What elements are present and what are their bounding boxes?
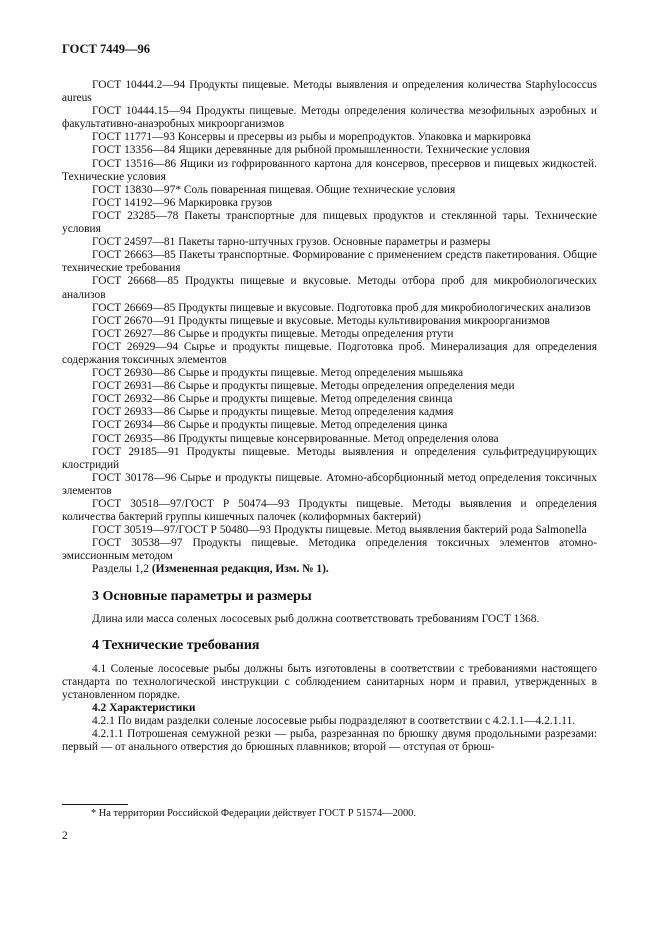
reference-item: ГОСТ 13516—86 Ящики из гофрированного картона для консервов, пресервов и пищевых жидкостей. Технические условия [62, 157, 597, 183]
clause-4-1: 4.1 Соленые лососевые рыбы должны быть изготовлены в соответствии с требованиями настоящего стандарта по технологической инструкции с соблюдением санитарных норм и правил, утвержденных в установленном порядке. [62, 662, 597, 701]
reference-item: ГОСТ 11771—93 Консервы и пресервы из рыбы и морепродуктов. Упаковка и маркировка [92, 131, 531, 144]
reference-item: ГОСТ 26932—86 Сырье и продукты пищевые. Метод определения свинца [92, 393, 453, 406]
clause-4-2-1: 4.2.1 По видам разделки соленые лососевые рыбы подразделяют в соответствии с 4.2.1.1—4.2.1.11. [92, 715, 576, 728]
running-head: ГОСТ 7449—96 [62, 42, 151, 56]
reference-item: ГОСТ 26931—86 Сырье и продукты пищевые. Методы определения определения меди [92, 380, 515, 393]
footnote-divider [62, 804, 128, 805]
reference-item: ГОСТ 26927—86 Сырье и продукты пищевые. Методы определения ртути [92, 327, 454, 340]
page-number: 2 [62, 830, 68, 842]
reference-item: ГОСТ 26669—85 Продукты пищевые и вкусовые. Подготовка проб для микробиологических анализов [92, 301, 591, 314]
reference-item: ГОСТ 26934—86 Сырье и продукты пищевые. Метод определения цинка [92, 419, 448, 432]
clause-4-2-1-1: 4.2.1.1 Потрошеная семужной резки — рыба, разрезанная по брюшку двумя продольными разрезами: первый — от анального отверстия до брюшных плавников; второй — отступая от брюш- [62, 728, 597, 754]
reference-item: ГОСТ 26930—86 Сырье и продукты пищевые. Метод определения мышьяка [92, 367, 464, 380]
clause-4-2-heading: 4.2 Характеристики [92, 701, 196, 714]
reference-item: ГОСТ 26929—94 Сырье и продукты пищевые. Подготовка проб. Минерализация для определения содержания токсичных элементов [62, 340, 597, 366]
reference-item: ГОСТ 24597—81 Пакеты тарно-штучных грузов. Основные параметры и размеры [92, 236, 491, 249]
reference-item: ГОСТ 26933—86 Сырье и продукты пищевые. Метод определения кадмия [92, 406, 454, 419]
normative-references-list [62, 79, 597, 563]
section-4-heading: 4 Технические требования [92, 637, 260, 653]
section-3-heading: 3 Основные параметры и размеры [92, 588, 312, 604]
reference-item: ГОСТ 30519—97/ГОСТ Р 50480—93 Продукты пищевые. Метод выявления бактерий рода Salmonella [92, 524, 587, 537]
reference-item: ГОСТ 26670—91 Продукты пищевые и вкусовые. Методы культивирования микроорганизмов [92, 314, 550, 327]
section-3-text: Длина или масса соленых лососевых рыб должна соответствовать требованиям ГОСТ 1368. [92, 612, 540, 625]
reference-item: ГОСТ 26663—85 Пакеты транспортные. Формирование с применением средств пакетирования. Общие технические требования [62, 249, 598, 275]
reference-item: ГОСТ 26668—85 Продукты пищевые и вкусовые. Методы отбора проб для микробиологических анализов [62, 275, 597, 301]
reference-item: ГОСТ 10444.15—94 Продукты пищевые. Методы определения количества мезофильных аэробных и факультативно-анаэробных микроорганизмов [62, 105, 597, 131]
reference-item: ГОСТ 30538—97 Продукты пищевые. Методика определения токсичных элементов атомно-эмиссионным методом [62, 537, 597, 563]
footnote: * На территории Российской Федерации действует ГОСТ Р 51574—2000. [91, 808, 416, 819]
reference-item: ГОСТ 29185—91 Продукты пищевые. Методы выявления и определения сульфитредуцирующих клостридий [62, 445, 597, 471]
reference-item: ГОСТ 26935—86 Продукты пищевые консервированные. Метод определения олова [92, 432, 499, 445]
reference-item: ГОСТ 13356—84 Ящики деревянные для рыбной промышленности. Технические условия [92, 144, 530, 157]
reference-item: ГОСТ 10444.2—94 Продукты пищевые. Методы выявления и определения количества Staphylococcus aureus [62, 79, 597, 105]
reference-item: ГОСТ 30178—96 Сырье и продукты пищевые. Атомно-абсорбционный метод определения токсичных элементов [62, 471, 597, 497]
reference-item: ГОСТ 13830—97* Соль поваренная пищевая. Общие технические условия [92, 183, 456, 196]
reference-item: ГОСТ 14192—96 Маркировка грузов [92, 196, 273, 209]
amendment-note: Разделы 1,2 (Измененная редакция, Изм. № 1). [92, 563, 329, 576]
document-body [62, 79, 597, 754]
reference-item: ГОСТ 30518—97/ГОСТ Р 50474—93 Продукты пищевые. Методы выявления и определения количества бактерий группы кишечных палочек (колиформных бактерий) [62, 498, 597, 524]
reference-item: ГОСТ 23285—78 Пакеты транспортные для пищевых продуктов и стеклянной тары. Технические условия [62, 209, 597, 236]
